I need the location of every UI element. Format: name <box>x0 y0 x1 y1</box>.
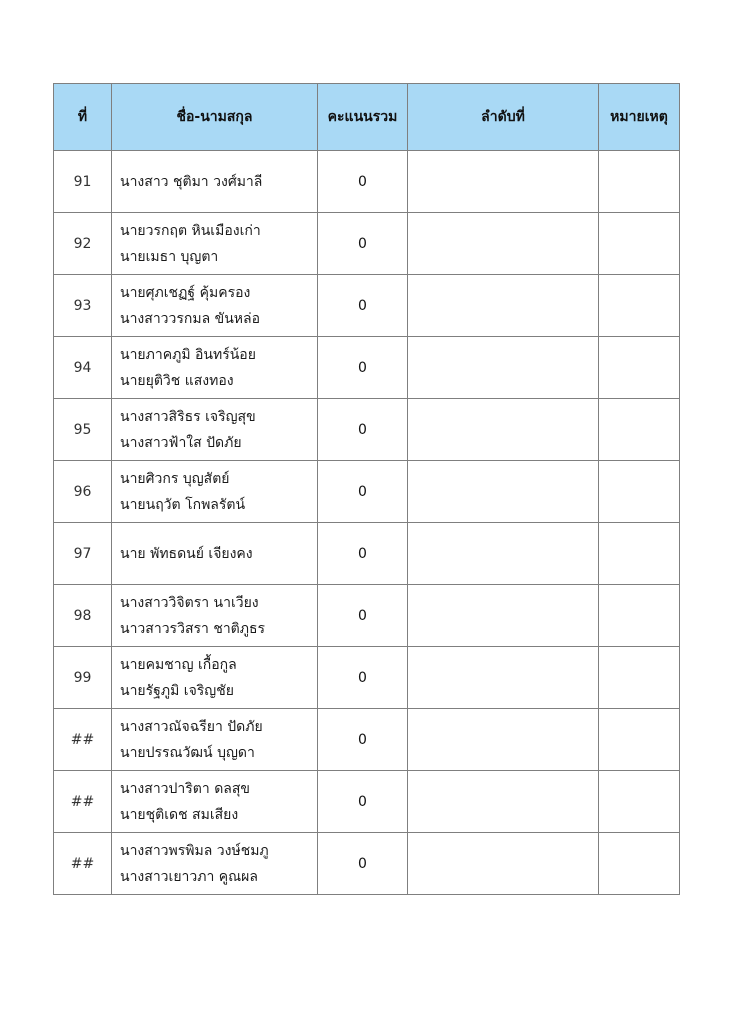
note-cell <box>599 647 680 709</box>
header-no: ที่ <box>54 84 112 151</box>
rank-cell <box>408 461 599 523</box>
rank-cell <box>408 709 599 771</box>
total-score: 0 <box>318 337 408 399</box>
table-row <box>54 523 680 585</box>
table-row <box>54 461 680 523</box>
row-number: 92 <box>54 213 112 275</box>
member-name: นาวสาวรวิสรา ชาติภูธร <box>120 620 266 637</box>
member-names <box>112 709 318 771</box>
total-score: 0 <box>318 151 408 213</box>
table-row <box>54 771 680 833</box>
note-cell <box>599 585 680 647</box>
member-name: นายเมธา บุญตา <box>120 248 219 265</box>
member-name: นางสาววิจิตรา นาเวียง <box>120 594 259 611</box>
member-name: นางสาว ชุติมา วงศ์มาลี <box>120 173 263 190</box>
row-number: ## <box>54 771 112 833</box>
total-score: 0 <box>318 523 408 585</box>
header-score: คะแนนรวม <box>318 84 408 151</box>
table-row <box>54 213 680 275</box>
member-name: นายรัฐภูมิ เจริญชัย <box>120 682 234 699</box>
total-score: 0 <box>318 833 408 895</box>
member-names <box>112 461 318 523</box>
note-cell <box>599 275 680 337</box>
note-cell <box>599 833 680 895</box>
score-sheet <box>53 83 679 895</box>
member-names <box>112 399 318 461</box>
member-names <box>112 771 318 833</box>
row-number: 98 <box>54 585 112 647</box>
total-score: 0 <box>318 709 408 771</box>
rank-cell <box>408 771 599 833</box>
member-names <box>112 151 318 213</box>
note-cell <box>599 523 680 585</box>
total-score: 0 <box>318 275 408 337</box>
note-cell <box>599 213 680 275</box>
row-number: ## <box>54 833 112 895</box>
table-row <box>54 399 680 461</box>
total-score: 0 <box>318 585 408 647</box>
row-number: 93 <box>54 275 112 337</box>
row-number: 97 <box>54 523 112 585</box>
header-name: ชื่อ-นามสกุล <box>112 84 318 151</box>
total-score: 0 <box>318 461 408 523</box>
row-number: 99 <box>54 647 112 709</box>
total-score: 0 <box>318 213 408 275</box>
member-name: นายศิวกร บุญสัตย์ <box>120 470 230 487</box>
table-row <box>54 833 680 895</box>
rank-cell <box>408 151 599 213</box>
member-name: นายปรรณวัฒน์ บุญดา <box>120 744 255 761</box>
total-score: 0 <box>318 771 408 833</box>
member-name: นายชุติเดช สมเสียง <box>120 806 239 823</box>
member-name: นางสาวสิริธร เจริญสุข <box>120 408 256 425</box>
rank-cell <box>408 337 599 399</box>
member-name: นางสาวฟ้าใส ปัดภัย <box>120 434 242 451</box>
table-row <box>54 151 680 213</box>
member-name: นางสาวเยาวภา คูณผล <box>120 868 258 885</box>
member-names <box>112 833 318 895</box>
note-cell <box>599 709 680 771</box>
row-number: ## <box>54 709 112 771</box>
note-cell <box>599 461 680 523</box>
total-score: 0 <box>318 399 408 461</box>
member-names <box>112 523 318 585</box>
header-rank: ลำดับที่ <box>408 84 599 151</box>
member-names <box>112 213 318 275</box>
member-name: นายศุภเชฏฐ์ คุ้มครอง <box>120 284 251 301</box>
table-header-row <box>54 84 680 151</box>
table-row <box>54 647 680 709</box>
score-table <box>53 83 680 895</box>
member-name: นายภาคภูมิ อินทร์น้อย <box>120 346 256 363</box>
rank-cell <box>408 585 599 647</box>
rank-cell <box>408 399 599 461</box>
row-number: 91 <box>54 151 112 213</box>
note-cell <box>599 771 680 833</box>
member-name: นางสาวพรพิมล วงษ์ชมภู <box>120 842 269 859</box>
rank-cell <box>408 647 599 709</box>
row-number: 94 <box>54 337 112 399</box>
rank-cell <box>408 833 599 895</box>
member-name: นางสาวปาริตา ดลสุข <box>120 780 250 797</box>
row-number: 95 <box>54 399 112 461</box>
member-names <box>112 585 318 647</box>
table-row <box>54 337 680 399</box>
member-name: นางสาวณัจฉรียา ปัดภัย <box>120 718 263 735</box>
rank-cell <box>408 275 599 337</box>
row-number: 96 <box>54 461 112 523</box>
table-row <box>54 585 680 647</box>
member-name: นายวรกฤต หินเมืองเก่า <box>120 222 261 239</box>
member-names <box>112 647 318 709</box>
table-row <box>54 275 680 337</box>
member-names <box>112 275 318 337</box>
member-name: นางสาววรกมล ขันหล่อ <box>120 310 261 327</box>
note-cell <box>599 337 680 399</box>
member-name: นาย พัทธดนย์ เจียงคง <box>120 545 253 562</box>
table-row <box>54 709 680 771</box>
rank-cell <box>408 523 599 585</box>
header-note: หมายเหตุ <box>599 84 680 151</box>
member-name: นายนฤวัต โกพลรัตน์ <box>120 496 246 513</box>
total-score: 0 <box>318 647 408 709</box>
rank-cell <box>408 213 599 275</box>
member-names <box>112 337 318 399</box>
member-name: นายยุติวิช แสงทอง <box>120 372 234 389</box>
member-name: นายคมชาญ เกื้อกูล <box>120 656 237 673</box>
note-cell <box>599 151 680 213</box>
note-cell <box>599 399 680 461</box>
